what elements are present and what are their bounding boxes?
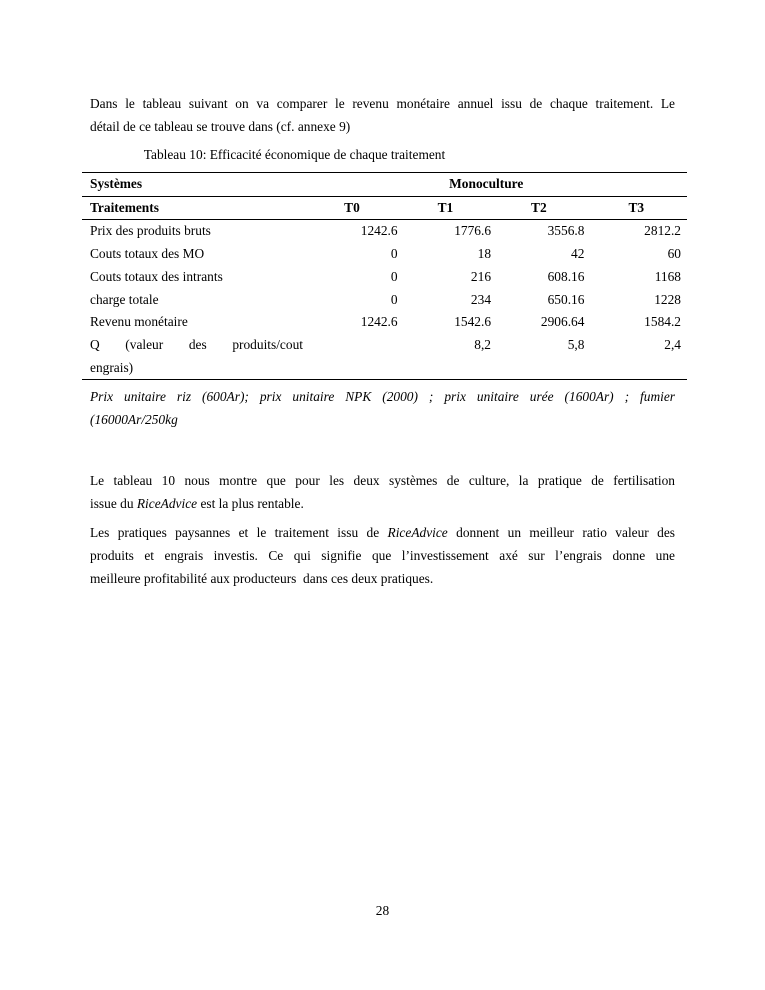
system-name: Monoculture <box>449 176 524 191</box>
analysis-1-line-1: Le tableau 10 nous montre que pour les deux systèmes de culture, la pratique de fertilisation <box>90 473 675 488</box>
cell-t0 <box>314 334 397 380</box>
table-row <box>82 311 687 334</box>
cell-t3: 2812.2 <box>644 223 681 239</box>
cell-t0: 0 <box>390 291 398 307</box>
analysis-1-text-pre: issue du <box>90 496 137 511</box>
cell-t2: 608.16 <box>547 268 585 284</box>
cell-t0: 0 <box>390 268 398 284</box>
page-number: 28 <box>375 903 390 918</box>
analysis-paragraph-1 <box>90 469 675 515</box>
price-note <box>90 386 675 431</box>
analysis-1-text-post: est la plus rentable. <box>197 496 304 511</box>
cell-t3: 2,4 <box>664 336 681 352</box>
row-label: Couts totaux des MO <box>90 246 205 262</box>
row-label: charge totale <box>90 291 159 307</box>
table-caption <box>90 146 675 164</box>
cell-t2: 42 <box>571 246 585 262</box>
row-label: Couts totaux des intrants <box>90 268 223 284</box>
intro-paragraph <box>90 92 675 138</box>
q-label-line-1: Q (valeur des produits/cout <box>90 336 303 352</box>
treatments-label: Traitements <box>90 199 159 215</box>
analysis-paragraph-2 <box>90 521 675 590</box>
table-header-systems-row <box>82 173 687 197</box>
table-caption-text: Tableau 10: Efficacité économique de chaque traitement <box>143 147 446 162</box>
riceadvice-emphasis: RiceAdvice <box>136 496 198 511</box>
table-row <box>82 266 687 289</box>
cell-t3: 1228 <box>654 291 681 307</box>
cell-t2: 650.16 <box>547 291 585 307</box>
cell-t1: 18 <box>477 246 492 262</box>
row-label-q <box>82 334 314 380</box>
analysis-2-text-post: donnent un meilleur ratio valeur des <box>447 525 675 540</box>
cell-t2: 3556.8 <box>547 223 585 239</box>
table-header-treatments-row <box>82 196 687 220</box>
cell-t1: 1776.6 <box>454 223 492 239</box>
table-row <box>82 289 687 312</box>
analysis-2-line-2: produits et engrais investis. Ce qui signifie que l’investissement axé sur l’engrais donne une <box>90 548 675 563</box>
column-header-t2: T2 <box>531 199 547 215</box>
riceadvice-emphasis: RiceAdvice <box>387 525 448 540</box>
cell-t3: 1584.2 <box>644 314 681 330</box>
cell-t0: 1242.6 <box>360 223 398 239</box>
analysis-2-line-1 <box>90 521 675 544</box>
intro-line-2: détail de ce tableau se trouve dans (cf. annexe 9) <box>90 119 351 134</box>
cell-t1: 234 <box>470 291 492 307</box>
cell-t3: 1168 <box>654 268 681 284</box>
cell-t1: 216 <box>470 268 492 284</box>
table-row <box>82 243 687 266</box>
intro-line-1: Dans le tableau suivant on va comparer le revenu monétaire annuel issu de chaque traitement. Le <box>90 96 675 111</box>
column-header-t0: T0 <box>344 199 360 215</box>
price-note-line-1: Prix unitaire riz (600Ar); prix unitaire NPK (2000) ; prix unitaire urée (1600Ar) ; fumier <box>90 389 675 404</box>
cell-t2: 2906.64 <box>540 314 585 330</box>
cell-t0: 0 <box>390 246 398 262</box>
row-label: Revenu monétaire <box>90 314 188 330</box>
q-label-line-2: engrais) <box>90 359 134 375</box>
cell-t1: 1542.6 <box>454 314 492 330</box>
column-header-t3: T3 <box>628 199 645 215</box>
analysis-2-text-pre: Les pratiques paysannes et le traitement issu de <box>90 525 388 540</box>
price-note-line-2: (16000Ar/250kg <box>90 411 178 427</box>
systems-label: Systèmes <box>90 176 143 191</box>
column-header-t1: T1 <box>437 199 454 215</box>
row-label: Prix des produits bruts <box>90 223 211 239</box>
cell-t0: 1242.6 <box>360 314 398 330</box>
cell-t1: 8,2 <box>474 336 492 352</box>
cell-t2: 5,8 <box>567 336 585 352</box>
analysis-2-line-3: meilleure profitabilité aux producteurs dans ces deux pratiques. <box>90 571 434 586</box>
analysis-1-line-2 <box>90 492 675 515</box>
table-row-q <box>82 334 687 380</box>
table-row <box>82 220 687 243</box>
efficiency-table <box>82 172 687 380</box>
cell-t3: 60 <box>667 246 681 262</box>
